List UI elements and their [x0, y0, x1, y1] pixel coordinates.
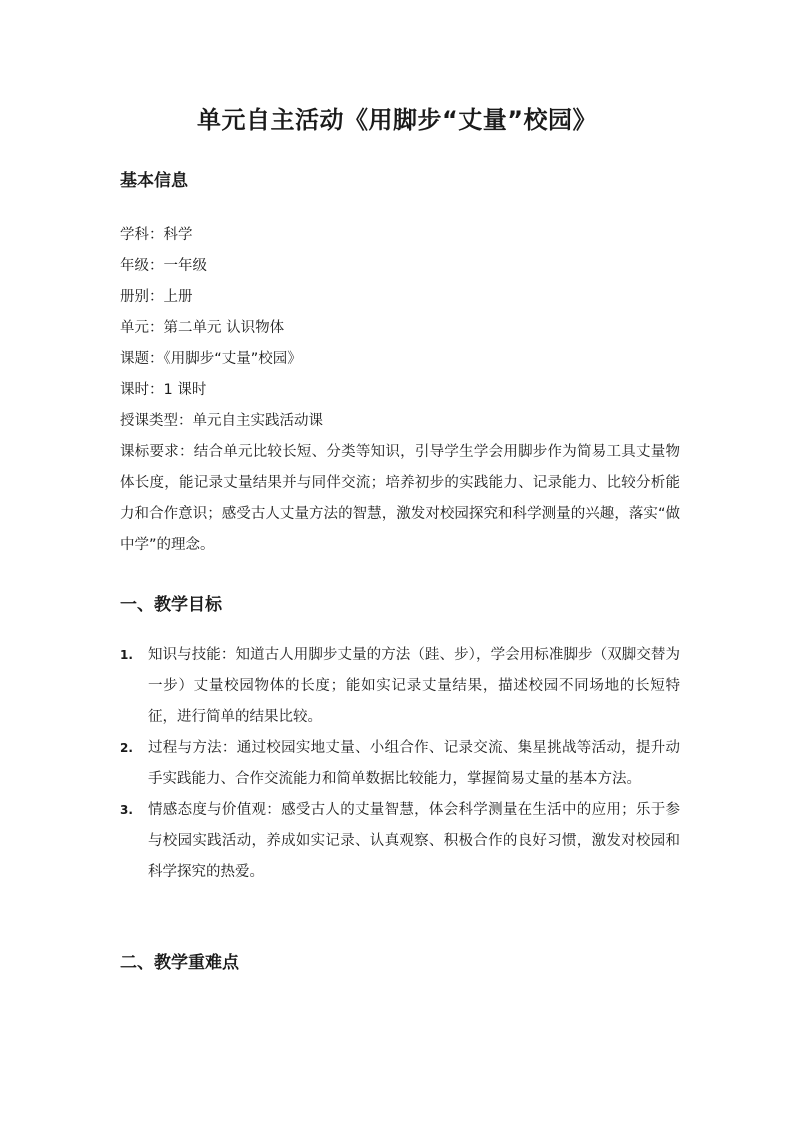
info-volume: 册别：上册 — [120, 289, 193, 305]
info-grade: 年级：一年级 — [120, 258, 207, 274]
objective-text: 知识与技能：知道古人用脚步丈量的方法（跬、步），学会用标准脚步（双脚交替为一步）丈量校园物体的长度；能如实记录丈量结果，描述校园不同场地的长短特征，进行简单的结果比较。 — [148, 647, 680, 725]
objective-item — [120, 795, 680, 888]
info-lesson-type: 授课类型：单元自主实践活动课 — [120, 413, 323, 429]
objective-number: 2. — [120, 741, 133, 755]
info-standard: 课标要求：结合单元比较长短、分类等知识，引导学生学会用脚步作为简易工具丈量物体长度，能记录丈量结果并与同伴交流；培养初步的实践能力、记录能力、比较分析能力和合作意识；感受古人丈量方法的智慧，激发对校园探究和科学测量的兴趣，落实“做中学”的理念。 — [120, 444, 680, 553]
info-topic: 课题：《用脚步“丈量”校园》 — [120, 351, 302, 367]
info-subject: 学科：科学 — [120, 227, 193, 243]
objective-item — [120, 640, 680, 733]
objective-number: 1. — [120, 648, 133, 662]
objective-item — [120, 733, 680, 795]
section-objectives-heading: 一、教学目标 — [120, 595, 222, 615]
objective-number: 3. — [120, 803, 133, 817]
objectives-list — [120, 640, 680, 888]
objective-text: 情感态度与价值观：感受古人的丈量智慧，体会科学测量在生活中的应用；乐于参与校园实践活动，养成如实记录、认真观察、积极合作的良好习惯，激发对校园和科学探究的热爱。 — [148, 802, 680, 880]
info-hours: 课时：1 课时 — [120, 382, 207, 398]
basic-info-heading: 基本信息 — [120, 171, 188, 191]
section-key-points-heading: 二、教学重难点 — [120, 953, 239, 973]
info-unit: 单元：第二单元 认识物体 — [120, 320, 285, 336]
objective-text: 过程与方法：通过校园实地丈量、小组合作、记录交流、集星挑战等活动，提升动手实践能力、合作交流能力和简单数据比较能力，掌握简易丈量的基本方法。 — [148, 740, 680, 787]
document-title: 单元自主活动《用脚步“丈量”校园》 — [196, 106, 598, 134]
basic-info-block — [120, 220, 680, 561]
